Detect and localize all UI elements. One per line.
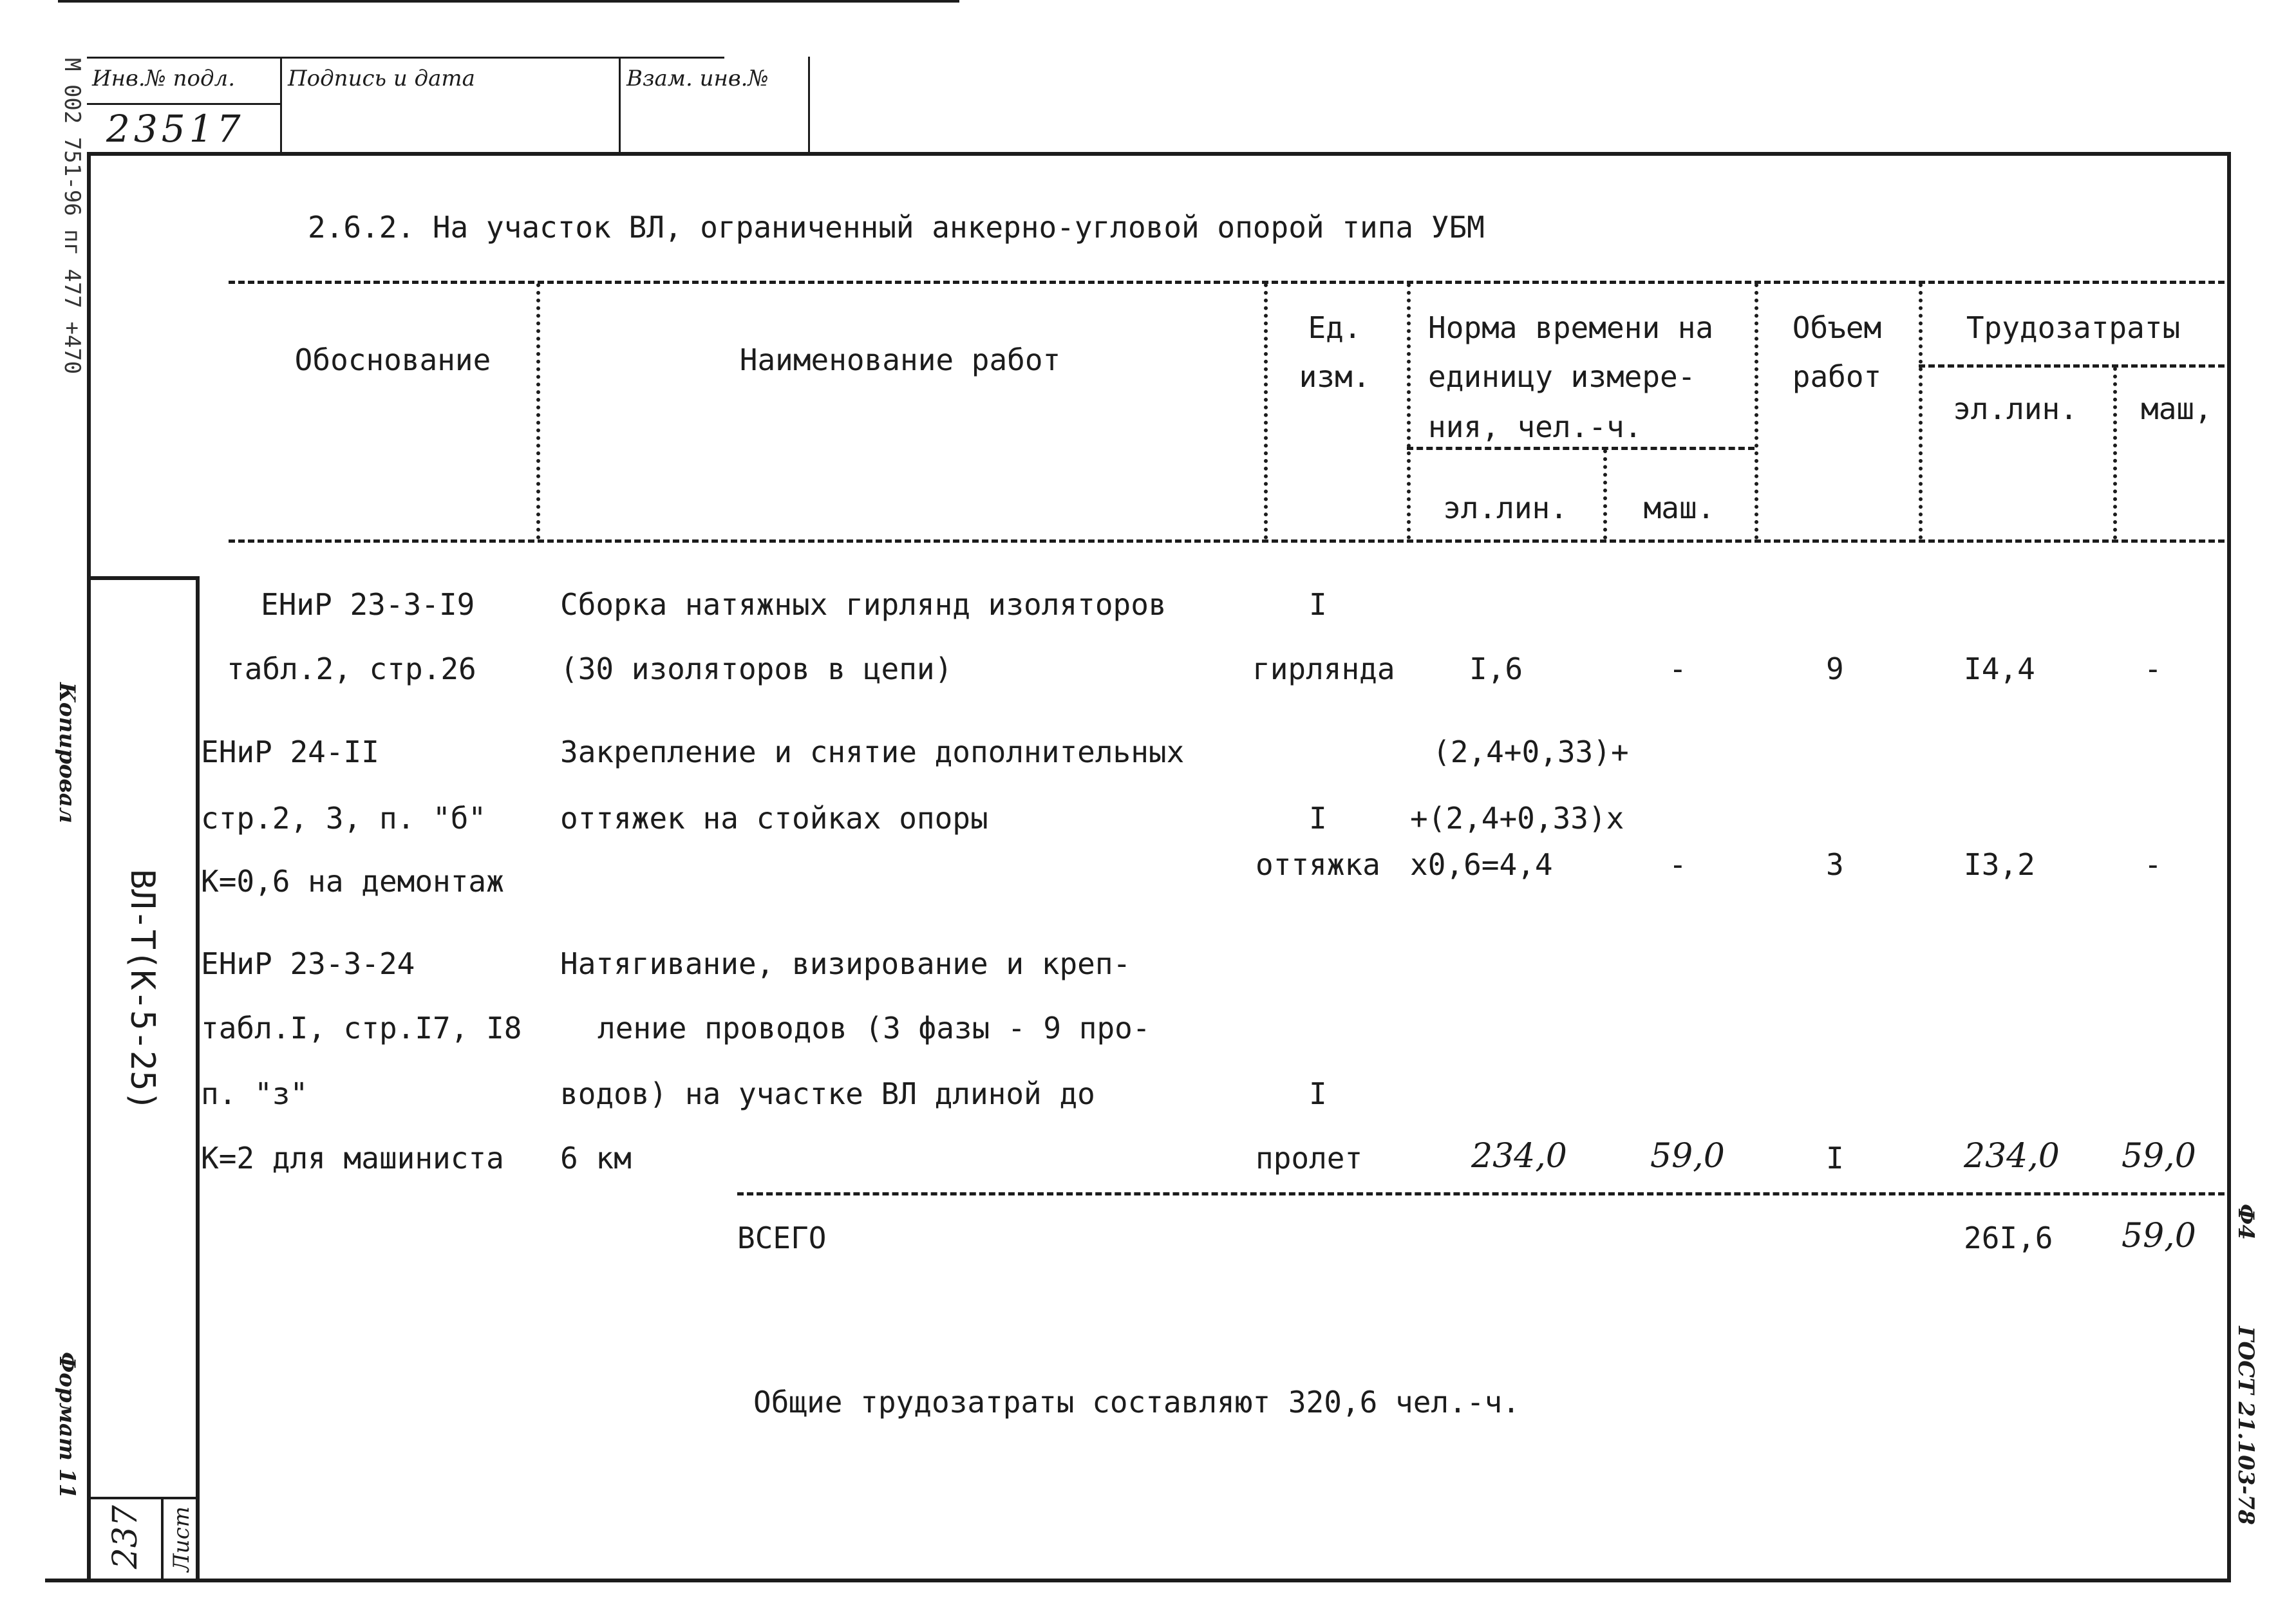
doc-code-box-top	[87, 576, 200, 580]
total-el: 26I,6	[1964, 1221, 2053, 1255]
row2-name-2: оттяжек на стойках опоры	[560, 801, 988, 836]
header-norm-line3: ния, чел.-ч.	[1428, 409, 1642, 444]
labor-sub-rule	[1919, 364, 2225, 368]
row1-basis-2: табл.2, стр.26	[227, 651, 476, 686]
header-labor-mash: маш,	[2141, 391, 2212, 426]
stamp-inv-label: Инв.№ подл.	[92, 66, 235, 91]
row2-labor-mash: -	[2144, 847, 2162, 882]
left-margin-format: Формат 11	[54, 1352, 80, 1499]
total-mash: 59,0	[2122, 1217, 2196, 1255]
header-divider-3	[1407, 283, 1411, 539]
stamp-block	[87, 57, 769, 152]
row1-unit: гирлянда	[1252, 651, 1395, 686]
row1-volume: 9	[1826, 651, 1844, 686]
header-norm-line2: единицу измере-	[1428, 359, 1696, 394]
header-volume-line2: работ	[1792, 359, 1882, 394]
row1-labor-el: I4,4	[1964, 651, 2035, 686]
frame-top-border	[87, 152, 2231, 156]
frame-bottom-border	[45, 1579, 2231, 1582]
row2-unit: оттяжка	[1256, 847, 1380, 882]
header-divider-5	[1755, 283, 1758, 539]
header-divider-1	[536, 283, 540, 539]
sheet-label: Лист	[169, 1506, 194, 1572]
header-labor: Трудозатраты	[1966, 310, 2181, 345]
row2-norm-el-3: x0,6=4,4	[1410, 847, 1553, 882]
right-margin-gost: ГОСТ 21.103-78	[2233, 1326, 2259, 1525]
header-unit-line1: Ед.	[1308, 310, 1362, 345]
right-margin-format-code: Ф4	[2233, 1204, 2259, 1240]
row2-labor-el: I3,2	[1964, 847, 2035, 882]
row3-basis-2: табл.I, стр.I7, I8	[201, 1011, 522, 1045]
header-basis: Обоснование	[294, 342, 491, 377]
row3-name-1: Натягивание, визирование и креп-	[560, 946, 1131, 981]
row1-labor-mash: -	[2144, 651, 2162, 686]
row3-labor-mash: 59,0	[2122, 1137, 2196, 1176]
norm-sub-rule	[1407, 447, 1755, 450]
row3-name-2: ление проводов (3 фазы - 9 про-	[598, 1011, 1151, 1045]
header-norm-line1: Норма времени на	[1428, 310, 1714, 345]
row1-basis-1: ЕНиР 23-3-I9	[261, 587, 475, 622]
table-top-rule	[229, 281, 2225, 284]
header-volume-line1: Объем	[1792, 310, 1882, 345]
total-label: ВСЕГО	[737, 1221, 827, 1255]
header-bottom-rule	[229, 539, 2225, 543]
row3-basis-1: ЕНиР 23-3-24	[201, 946, 415, 981]
header-divider-6	[1919, 283, 1923, 539]
row3-norm-mash: 59,0	[1650, 1137, 1725, 1176]
header-unit-line2: изм.	[1299, 359, 1371, 394]
left-margin-copied: Копировал	[54, 682, 80, 823]
header-labor-el: эл.лин.	[1953, 391, 2078, 426]
left-margin-code: М 002 751-96 пг 477 +470	[59, 58, 85, 375]
total-rule	[737, 1192, 2225, 1195]
header-divider-2	[1264, 283, 1268, 539]
summary-text: Общие трудозатраты составляют 320,6 чел.-ч.	[753, 1385, 1520, 1420]
row3-labor-el: 234,0	[1964, 1137, 2060, 1176]
row2-basis-2: стр.2, 3, п. "б"	[201, 801, 487, 836]
row3-unit-qty: I	[1309, 1076, 1327, 1111]
row3-name-4: 6 км	[560, 1141, 632, 1176]
row1-norm-mash: -	[1669, 651, 1687, 686]
header-norm-el: эл.лин.	[1443, 491, 1568, 525]
doc-code: ВЛ-Т(К-5-25)	[123, 869, 162, 1111]
row2-norm-el-2: +(2,4+0,33)x	[1410, 801, 1624, 836]
stamp-vzam-label: Взам. инв.№	[626, 66, 769, 91]
row1-name-1: Сборка натяжных гирлянд изоляторов	[560, 587, 1167, 622]
row1-unit-qty: I	[1309, 587, 1327, 622]
header-divider-7	[2113, 367, 2117, 539]
row2-basis-3: К=0,6 на демонтаж	[201, 864, 504, 899]
sheet-box-divider	[161, 1497, 164, 1580]
row3-basis-4: К=2 для машиниста	[201, 1141, 504, 1176]
row3-volume: I	[1826, 1141, 1844, 1176]
row2-unit-qty: I	[1309, 801, 1327, 836]
sheet-box-top	[87, 1497, 200, 1499]
row1-name-2: (30 изоляторов в цепи)	[560, 651, 953, 686]
sheet-number: 237	[106, 1505, 145, 1570]
row2-basis-1: ЕНиР 24-II	[201, 735, 379, 769]
stamp-inv-number: 23517	[106, 107, 245, 151]
header-name: Наименование работ	[739, 342, 1061, 377]
row3-basis-3: п. "з"	[201, 1076, 308, 1111]
header-norm-mash: маш.	[1643, 491, 1715, 525]
row2-norm-el-1: (2,4+0,33)+	[1433, 735, 1629, 769]
frame-left-border	[87, 152, 91, 1582]
row3-unit: пролет	[1256, 1141, 1363, 1176]
row1-norm-el: I,6	[1469, 651, 1523, 686]
row2-name-1: Закрепление и снятие дополнительных	[560, 735, 1185, 769]
doc-code-box-right	[196, 576, 200, 1582]
frame-right-border	[2227, 152, 2231, 1582]
header-divider-4	[1603, 449, 1607, 539]
stamp-sign-label: Подпись и дата	[288, 66, 475, 91]
row2-norm-mash: -	[1669, 847, 1687, 882]
row3-name-3: водов) на участке ВЛ длиной до	[560, 1076, 1095, 1111]
section-heading: 2.6.2. На участок ВЛ, ограниченный анкерно-угловой опорой типа УБМ	[308, 210, 1485, 245]
row3-norm-el: 234,0	[1471, 1137, 1567, 1176]
top-edge-line	[58, 0, 959, 3]
row2-volume: 3	[1826, 847, 1844, 882]
